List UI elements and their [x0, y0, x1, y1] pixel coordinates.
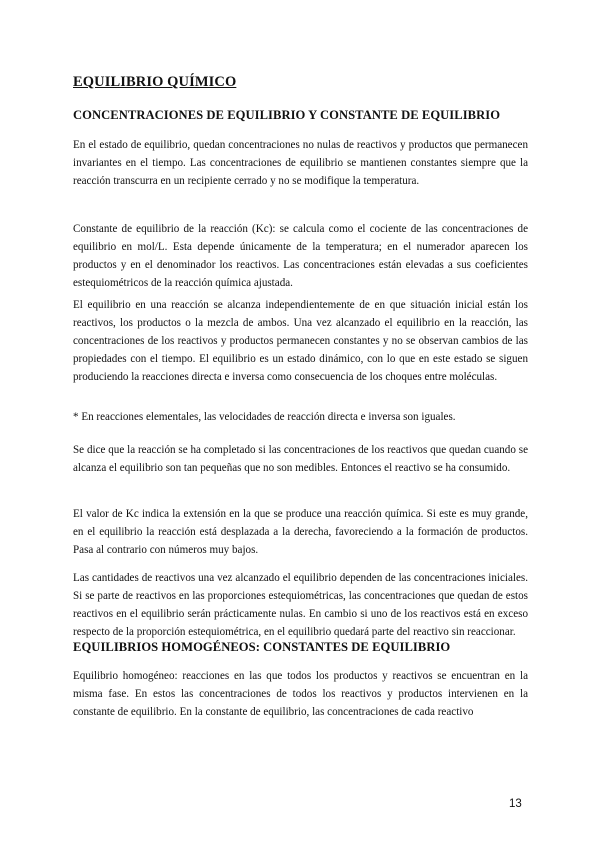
paragraph-kc-value: El valor de Kc indica la extensión en la que se produce una reacción química. Si este es muy grande, en el equilibrio la reacción está desplazada a la derecha, favoreciendo a la formación de productos. Pasa al contrario con números muy bajos. [73, 508, 528, 556]
paragraph-dynamic-equilibrium: El equilibrio en una reacción se alcanza independientemente de en que situación inicial están los reactivos, los productos o la mezcla de ambos. Una vez alcanzado el equilibrio en la reacción, las concentraciones de los reactivos y productos permanecen constantes y no se observan cambios de las propiedades con el tiempo. El equilibrio es un estado dinámico, con lo que en este estado se siguen produciendo la reacciones directa e inversa como consecuencia de los choques entre moléculas. [73, 299, 528, 383]
paragraph-kc-definition: Constante de equilibrio de la reacción (Kc): se calcula como el cociente de las concentraciones de equilibrio en mol/L. Esta depende únicamente de la temperatura; en el numerador aparecen los productos y en el denominador los reactivos. Las concentraciones están elevadas a sus coeficientes estequiométricos de la reacción química ajustada. [73, 223, 528, 289]
page-number: 13 [509, 798, 522, 810]
paragraph-reactant-quantities: Las cantidades de reactivos una vez alcanzado el equilibrio dependen de las concentraciones iniciales. Si se parte de reactivos en las proporciones estequiométricas, las concentraciones que quedan de estos reactivos en el equilibrio serán prácticamente nulas. En cambio si uno de los reactivos está en exceso respecto de la proporción estequiométrica, en el equilibrio quedará parte del reactivo sin reaccionar. [73, 572, 528, 638]
paragraph-homogeneous-equilibrium: Equilibrio homogéneo: reacciones en las que todos los productos y reactivos se encuentran en la misma fase. En estos las concentraciones de todos los reactivos y productos intervienen en la constante de equilibrio. En la constante de equilibrio, las concentraciones de cada reactivo [73, 670, 528, 718]
section-heading-homogeneous-equilibria: EQUILIBRIOS HOMOGÉNEOS: CONSTANTES DE EQUILIBRIO [73, 640, 451, 654]
document-title: EQUILIBRIO QUÍMICO [73, 74, 237, 90]
paragraph-completed-reaction: Se dice que la reacción se ha completado si las concentraciones de los reactivos que quedan cuando se alcanza el equilibrio son tan pequeñas que no son medibles. Entonces el reactivo se ha consumido. [73, 444, 528, 474]
paragraph-elementary-reactions-note: * En reacciones elementales, las velocidades de reacción directa e inversa son iguales. [73, 411, 456, 423]
paragraph-equilibrium-state: En el estado de equilibrio, quedan concentraciones no nulas de reactivos y productos que permanecen invariantes en el tiempo. Las concentraciones de equilibrio se mantienen constantes siempre que la reacción transcurra en un recipiente cerrado y no se modifique la temperatura. [73, 139, 528, 187]
section-heading-equilibrium-constant: CONCENTRACIONES DE EQUILIBRIO Y CONSTANTE DE EQUILIBRIO [73, 108, 501, 122]
